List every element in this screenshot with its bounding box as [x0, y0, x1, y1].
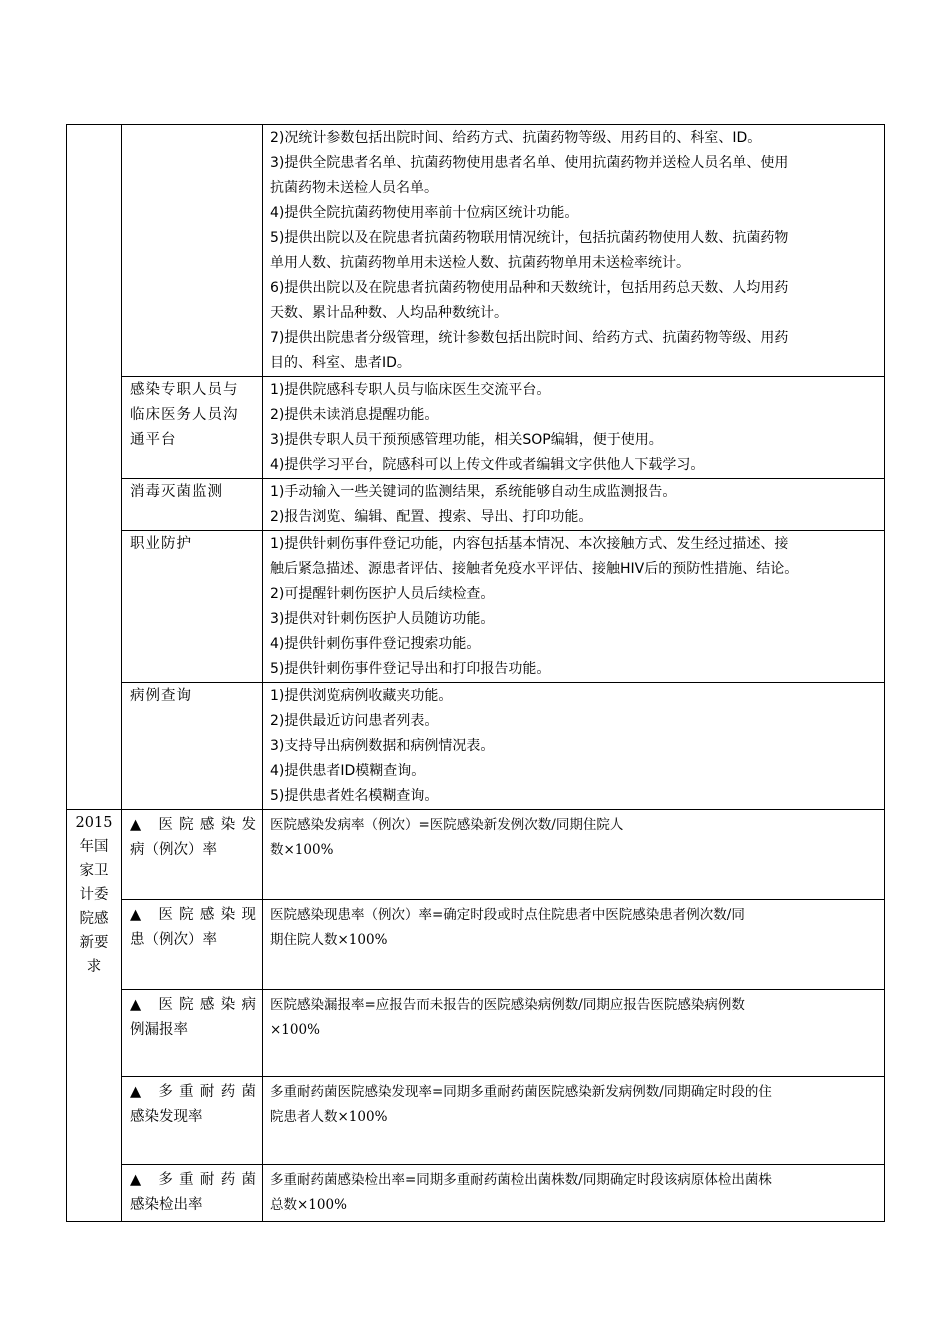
section-label: 年国 [79, 839, 109, 855]
description-line: 5)提供出院以及在院患者抗菌药物联用情况统计，包括抗菌药物使用人数、抗菌药物 [270, 230, 789, 246]
feature-name-cell [122, 683, 263, 810]
indicator-formula [263, 1165, 885, 1222]
feature-name-cell [122, 531, 263, 683]
table-row [67, 479, 885, 531]
formula-line: 数×100% [270, 842, 334, 858]
description-line: 5)提供患者姓名模糊查询。 [270, 788, 439, 804]
indicator-name-cell [122, 1165, 263, 1222]
indicator-name-cell [122, 810, 263, 900]
section-label: 家卫 [79, 863, 109, 879]
table-row [67, 900, 885, 990]
feature-name: 消毒灭菌监测 [130, 484, 223, 500]
description-line: 2)可提醒针刺伤医护人员后续检查。 [270, 586, 495, 602]
indicator-name: 感染发现率 [130, 1109, 203, 1125]
description-line: 6)提供出院以及在院患者抗菌药物使用品种和天数统计，包括用药总天数、人均用药 [270, 280, 789, 296]
formula-line: 院患者人数×100% [270, 1109, 388, 1125]
feature-name: 职业防护 [130, 536, 192, 552]
indicator-name: ▲ 医院感染发 [130, 817, 256, 833]
feature-description [263, 479, 885, 531]
description-line: 4)提供学习平台，院感科可以上传文件或者编辑文字供他人下载学习。 [270, 457, 705, 473]
description-line: 抗菌药物未送检人员名单。 [270, 180, 438, 196]
section-label: 计委 [79, 887, 109, 903]
description-line: 2)提供未读消息提醒功能。 [270, 407, 439, 423]
section-label: 院感 [79, 911, 109, 927]
feature-name: 通平台 [130, 432, 177, 448]
table-row [67, 531, 885, 683]
feature-name: 感染专职人员与 [130, 382, 239, 398]
table-row [67, 990, 885, 1077]
table-row [67, 377, 885, 479]
feature-description [263, 531, 885, 683]
formula-line: 医院感染漏报率=应报告而未报告的医院感染病例数/同期应报告医院感染病例数 [270, 997, 745, 1013]
indicator-formula [263, 810, 885, 900]
description-line: 3)提供专职人员干预预感管理功能，相关SOP编辑，便于使用。 [270, 432, 663, 448]
table-row [67, 125, 885, 377]
description-line: 2)况统计参数包括出院时间、给药方式、抗菌药物等级、用药目的、科室、ID。 [270, 130, 762, 146]
feature-name: 临床医务人员沟 [130, 407, 239, 423]
feature-description [263, 125, 885, 377]
formula-line: 多重耐药菌感染检出率=同期多重耐药菌检出菌株数/同期确定时段该病原体检出菌株 [270, 1172, 772, 1188]
indicator-name: ▲ 医院感染现 [130, 907, 256, 923]
description-line: 触后紧急描述、源患者评估、接触者免疫水平评估、接触HIV后的预防性措施、结论。 [270, 561, 799, 577]
description-line: 1)手动输入一些关键词的监测结果，系统能够自动生成监测报告。 [270, 484, 677, 500]
feature-name: 病例查询 [130, 688, 192, 704]
description-line: 3)提供全院患者名单、抗菌药物使用患者名单、使用抗菌药物并送检人员名单、使用 [270, 155, 789, 171]
indicator-name-cell [122, 990, 263, 1077]
formula-line: 多重耐药菌医院感染发现率=同期多重耐药菌医院感染新发病例数/同期确定时段的住 [270, 1084, 772, 1100]
feature-name-cell [122, 377, 263, 479]
table-row [67, 1165, 885, 1222]
indicator-name: 患（例次）率 [130, 932, 217, 948]
formula-line: 医院感染现患率（例次）率=确定时段或时点住院患者中医院感染患者例次数/同 [270, 907, 745, 923]
feature-name-cell [122, 479, 263, 531]
description-line: 1)提供院感科专职人员与临床医生交流平台。 [270, 382, 551, 398]
description-line: 5)提供针刺伤事件登记导出和打印报告功能。 [270, 661, 551, 677]
indicator-formula [263, 990, 885, 1077]
description-line: 目的、科室、患者ID。 [270, 355, 411, 371]
section-label: 2015 [75, 815, 113, 831]
indicator-name: ▲ 多重耐药菌 [130, 1172, 256, 1188]
indicator-name-cell [122, 900, 263, 990]
table-row [67, 810, 885, 900]
description-line: 单用人数、抗菌药物单用未送检人数、抗菌药物单用未送检率统计。 [270, 255, 690, 271]
description-line: 天数、累计品种数、人均品种数统计。 [270, 305, 508, 321]
table-row [67, 683, 885, 810]
indicator-name: ▲ 多重耐药菌 [130, 1084, 256, 1100]
indicator-name: 感染检出率 [130, 1197, 203, 1213]
description-line: 4)提供全院抗菌药物使用率前十位病区统计功能。 [270, 205, 579, 221]
indicator-formula [263, 1077, 885, 1165]
description-line: 4)提供针刺伤事件登记搜索功能。 [270, 636, 481, 652]
section-label: 新要 [79, 935, 109, 951]
description-line: 1)提供浏览病例收藏夹功能。 [270, 688, 453, 704]
indicator-name: 病（例次）率 [130, 842, 217, 858]
formula-line: 期住院人数×100% [270, 932, 388, 948]
indicator-name: 例漏报率 [130, 1022, 188, 1038]
description-line: 4)提供患者ID模糊查询。 [270, 763, 426, 779]
description-line: 3)支持导出病例数据和病例情况表。 [270, 738, 495, 754]
description-line: 1)提供针刺伤事件登记功能，内容包括基本情况、本次接触方式、发生经过描述、接 [270, 536, 789, 552]
section-label: 求 [86, 959, 102, 975]
formula-line: 总数×100% [270, 1197, 347, 1213]
table-row [67, 1077, 885, 1165]
indicator-name-cell [122, 1077, 263, 1165]
formula-line: ×100% [270, 1022, 320, 1038]
formula-line: 医院感染发病率（例次）=医院感染新发例次数/同期住院人 [270, 817, 624, 833]
section-label-empty [67, 125, 122, 810]
feature-description [263, 377, 885, 479]
description-line: 2)报告浏览、编辑、配置、搜索、导出、打印功能。 [270, 509, 593, 525]
section-label-cell [67, 810, 122, 1222]
requirements-table [66, 124, 885, 1222]
description-line: 2)提供最近访问患者列表。 [270, 713, 439, 729]
feature-description [263, 683, 885, 810]
feature-name-empty [122, 125, 263, 377]
description-line: 7)提供出院患者分级管理，统计参数包括出院时间、给药方式、抗菌药物等级、用药 [270, 330, 789, 346]
description-line: 3)提供对针刺伤医护人员随访功能。 [270, 611, 495, 627]
indicator-name: ▲ 医院感染病 [130, 997, 256, 1013]
indicator-formula [263, 900, 885, 990]
